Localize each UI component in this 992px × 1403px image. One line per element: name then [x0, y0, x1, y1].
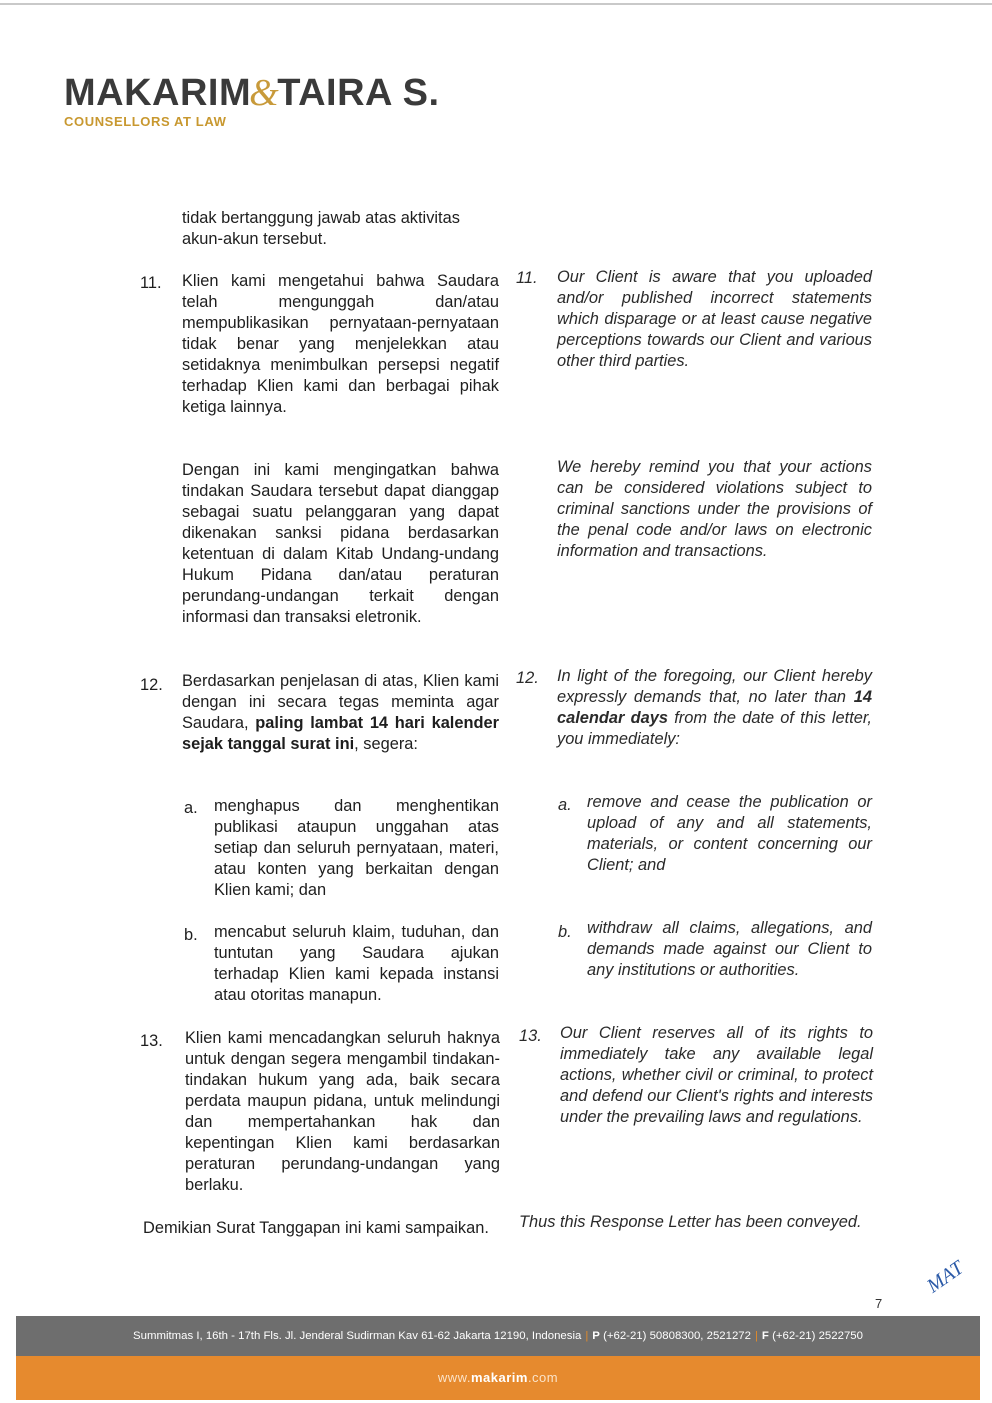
footer-address: Summitmas I, 16th - 17th Fls. Jl. Jenderal Sudirman Kav 61-62 Jakarta 12190, Indonesia [133, 1330, 582, 1342]
item-12a-label-en: a. [558, 796, 572, 814]
item-12b-label-id: b. [184, 926, 198, 944]
item-13-number-id: 13. [140, 1032, 163, 1050]
footer-web-domain: makarim [470, 1370, 528, 1385]
footer-fax-label: F [761, 1330, 769, 1342]
item-12-paragraph-id [182, 671, 499, 755]
continuation-text: tidak bertanggung jawab atas aktivitas akun-akun tersebut. [182, 209, 460, 248]
item-12-number-en: 12. [516, 669, 539, 687]
item-11-paragraph-1-id: Klien kami mengetahui bahwa Saudara telah mengunggah dan/atau mempublikasikan pernyataan-pernyataan tidak benar yang menjelekkan atau setidaknya menimbulkan persepsi negatif terhadap Klien kami dan berbagai pihak ketiga lainnya. [182, 272, 499, 416]
item-12-paragraph-en [557, 666, 872, 750]
footer-fax: (+62-21) 2522750 [772, 1330, 863, 1342]
top-rule [0, 3, 992, 5]
item-11-paragraph-2-en: We hereby remind you that your actions can be considered violations subject to criminal sanctions under the provisions of the penal code and/or laws on electronic information and transactions. [557, 458, 872, 560]
footer-separator: | [754, 1330, 758, 1342]
footer-contact-bar [16, 1316, 980, 1356]
item-12-en-deadline: 14 calendar days [557, 688, 872, 727]
closing-en: Thus this Response Letter has been conveyed. [519, 1213, 862, 1231]
item-12-en-lead: In light of the foregoing, our Client hereby expressly demands that, no later than [557, 667, 872, 706]
item-13-paragraph-en: Our Client reserves all of its rights to immediately take any available legal actions, whether civil or criminal, to protect and defend our Client's rights and interests under the prevailing laws and regulations. [560, 1024, 873, 1126]
footer-phone-label: P [592, 1330, 600, 1342]
footer-separator: | [585, 1330, 589, 1342]
footer-web-prefix: www. [437, 1370, 471, 1385]
logo-name-second: TAIRA S. [277, 72, 440, 114]
footer-phone: (+62-21) 50808300, 2521272 [603, 1330, 751, 1342]
item-11-paragraph-2-id: Dengan ini kami mengingatkan bahwa tindakan Saudara tersebut dapat dianggap sebagai suatu pelanggaran yang dapat dikenakan sanksi pidana berdasarkan ketentuan di dalam Kitab Undang-undang Hukum Pidana dan/atau peraturan perundang-undangan terkait dengan informasi dan transaksi eletronik. [182, 461, 499, 626]
item-12b-label-en: b. [558, 923, 572, 941]
item-12-id-lead: Berdasarkan penjelasan di atas, Klien kami dengan ini secara tegas meminta agar Saudara, [182, 672, 499, 732]
item-12b-text-en: withdraw all claims, allegations, and demands made against our Client to any institutions or authorities. [587, 919, 872, 979]
page-number: 7 [875, 1296, 883, 1311]
item-12a-text-id: menghapus dan menghentikan publikasi ataupun unggahan atas setiap dan seluruh pernyataan, materi, atau konten yang berkaitan dengan Klien kami; dan [214, 797, 499, 899]
logo-tagline: COUNSELLORS AT LAW [64, 114, 227, 129]
handwritten-initials: MAT [922, 1256, 968, 1298]
item-11-number-en: 11. [516, 269, 538, 287]
item-12-id-tail: , segera: [354, 735, 418, 753]
item-11-number-id: 11. [140, 274, 162, 292]
footer-web-suffix: .com [527, 1370, 559, 1385]
item-11-paragraph-1-en: Our Client is aware that you uploaded and/or published incorrect statements which disparage or at least cause negative perceptions towards our Client and various other third parties. [557, 268, 872, 370]
closing-id: Demikian Surat Tanggapan ini kami sampaikan. [143, 1219, 489, 1237]
item-12-number-id: 12. [140, 676, 163, 694]
item-12b-text-id: mencabut seluruh klaim, tuduhan, dan tuntutan yang Saudara ajukan terhadap Klien kami kepada instansi atau otoritas manapun. [214, 923, 499, 1004]
item-13-number-en: 13. [519, 1027, 542, 1045]
item-12a-label-id: a. [184, 799, 198, 817]
logo-name-first: MAKARIM [64, 72, 252, 114]
item-12-en-tail: from the date of this letter, you immediately: [557, 709, 872, 748]
item-12a-text-en: remove and cease the publication or upload of any and all statements, materials, or content concerning our Client; and [587, 793, 872, 874]
firm-logo [64, 70, 484, 130]
item-12-id-deadline: paling lambat 14 hari kalender sejak tanggal surat ini [182, 714, 499, 753]
logo-ampersand: & [249, 72, 280, 114]
item-13-paragraph-id: Klien kami mencadangkan seluruh haknya untuk dengan segera mengambil tindakan-tindakan hukum yang ada, baik secara perdata maupun pidana, untuk melindungi dan mempertahankan hak dan kepentingan Klien kami berdasarkan peraturan perundang-undangan yang berlaku. [185, 1029, 500, 1194]
logo-wordmark [64, 70, 440, 116]
footer-website [16, 1356, 980, 1400]
